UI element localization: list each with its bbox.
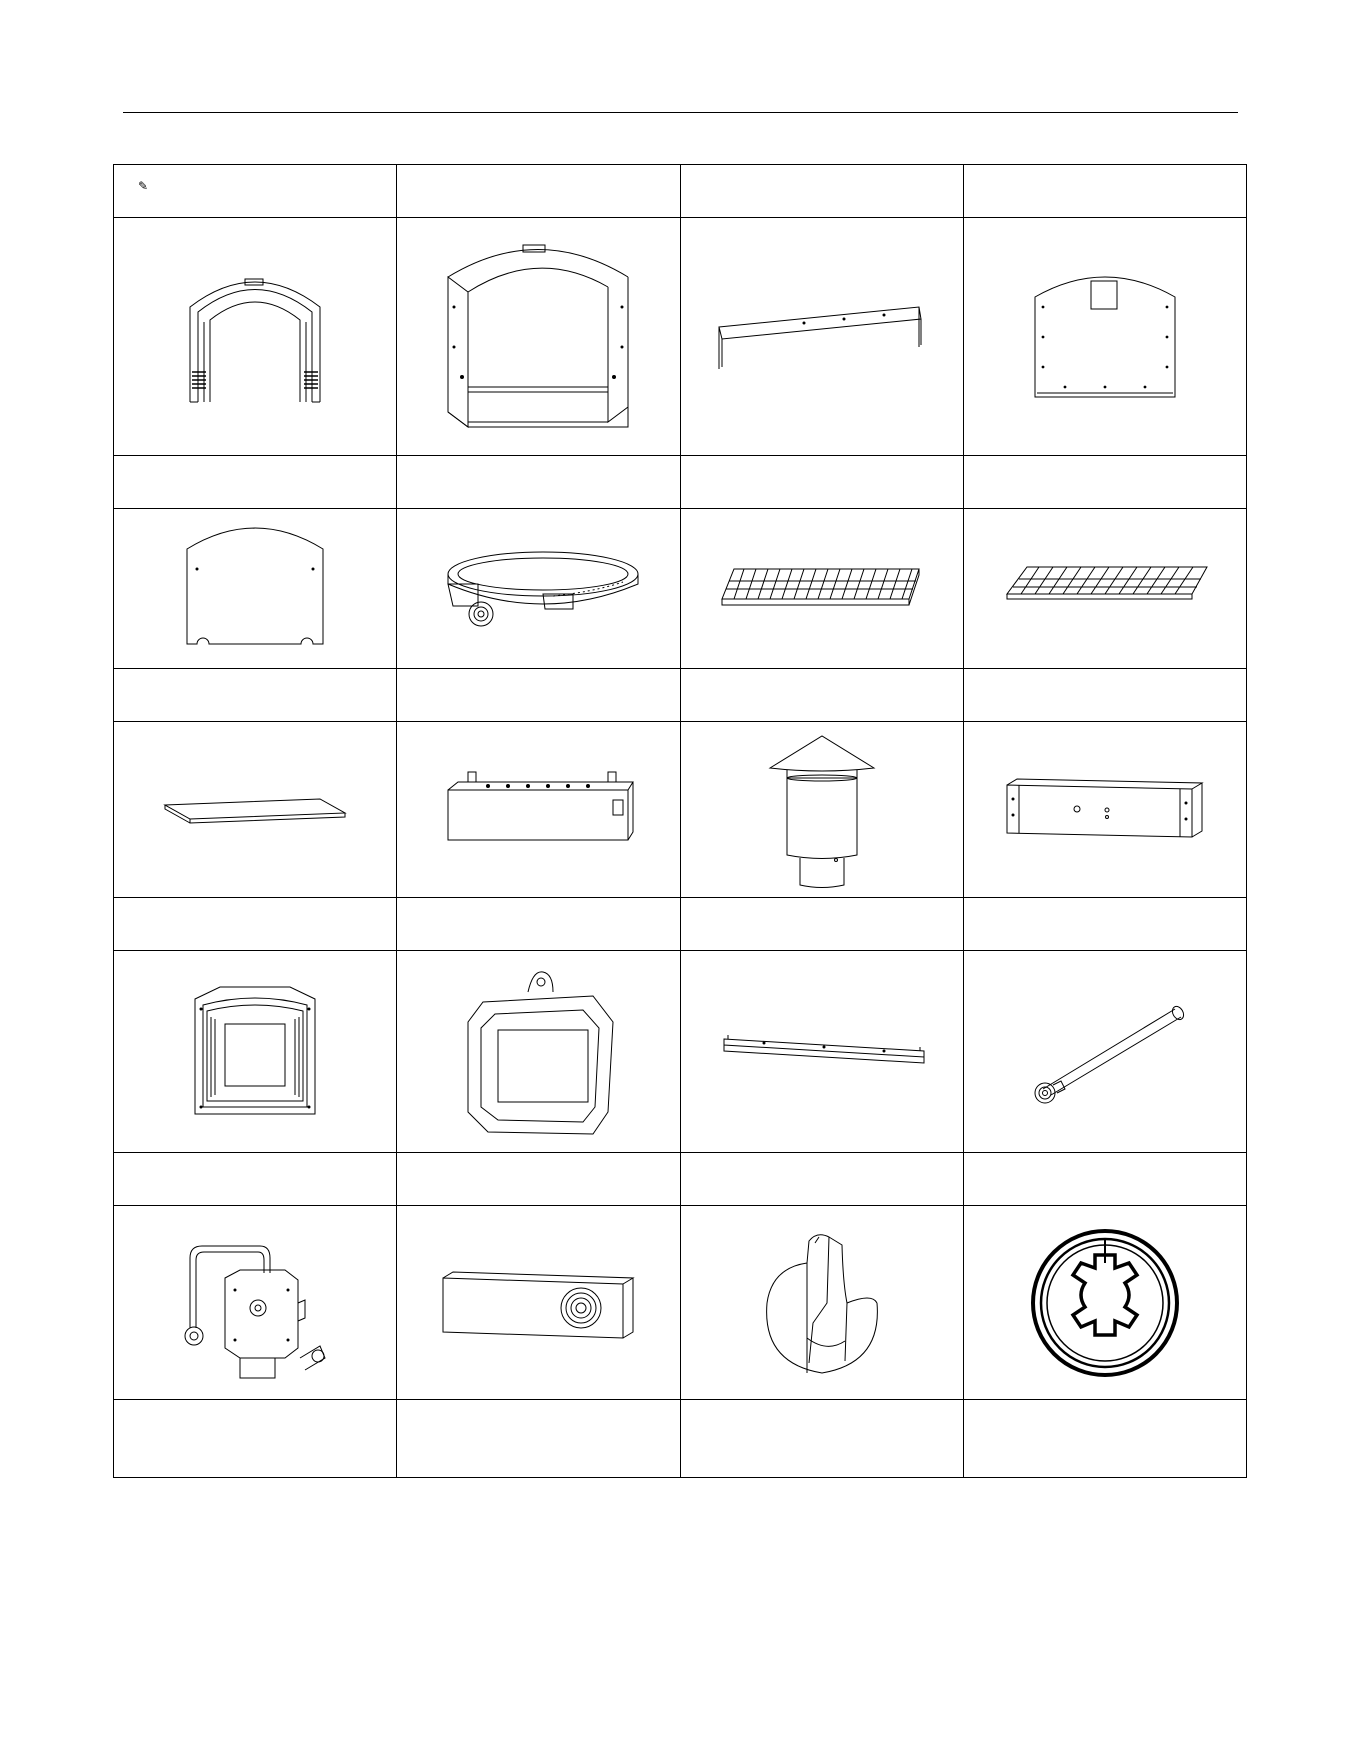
- part-image-cell: [680, 722, 963, 898]
- part-label-cell: [397, 1400, 680, 1478]
- knob-bezel-icon: [1025, 1223, 1185, 1383]
- part-label-cell: [963, 1400, 1246, 1478]
- rail-bracket-icon: [714, 1027, 929, 1077]
- part-label-cell: [114, 1153, 397, 1206]
- part-label-cell: [397, 456, 680, 509]
- part-label-cell: [114, 165, 397, 218]
- label-row: [114, 165, 1247, 218]
- rear-panel-icon: [1025, 267, 1185, 407]
- part-image-cell: [397, 951, 680, 1153]
- control-knob-icon: [747, 1223, 897, 1383]
- heat-shield-icon: [185, 979, 325, 1124]
- part-image-cell: [397, 722, 680, 898]
- part-label-cell: [397, 165, 680, 218]
- part-image-cell: [680, 951, 963, 1153]
- part-image-cell: [397, 218, 680, 456]
- part-label-cell: [114, 669, 397, 722]
- gas-valve-icon: [170, 1218, 340, 1388]
- part-label-cell: [963, 898, 1246, 951]
- part-label-cell: [114, 1400, 397, 1478]
- firebox-frame-icon: [438, 237, 638, 437]
- image-row: [114, 218, 1247, 456]
- part-image-cell: [114, 951, 397, 1153]
- control-panel-icon: [997, 775, 1212, 845]
- part-image-cell: [963, 722, 1246, 898]
- part-image-cell: [963, 951, 1246, 1153]
- part-image-cell: [114, 509, 397, 669]
- part-label-cell: [114, 898, 397, 951]
- ring-burner-icon: [433, 534, 643, 644]
- label-row: [114, 1400, 1247, 1478]
- pencil-icon: ✎: [138, 179, 149, 193]
- part-image-cell: [963, 509, 1246, 669]
- part-label-cell: [680, 165, 963, 218]
- part-label-cell: [680, 456, 963, 509]
- part-label-cell: [963, 165, 1246, 218]
- part-image-cell: [963, 1206, 1246, 1400]
- igniter-module-icon: [433, 1258, 643, 1348]
- label-row: [114, 898, 1247, 951]
- part-label-cell: [397, 1153, 680, 1206]
- part-label-cell: [397, 669, 680, 722]
- part-image-cell: [680, 218, 963, 456]
- part-label-cell: [963, 669, 1246, 722]
- warming-rack-icon: [997, 559, 1212, 619]
- chimney-cap-icon: [762, 730, 882, 890]
- parts-table: [113, 164, 1247, 1478]
- image-row: [114, 1206, 1247, 1400]
- part-label-cell: [397, 898, 680, 951]
- part-image-cell: [114, 722, 397, 898]
- back-panel-icon: [175, 519, 335, 659]
- part-label-cell: [963, 456, 1246, 509]
- part-image-cell: [680, 1206, 963, 1400]
- part-label-cell: [680, 1153, 963, 1206]
- part-image-cell: [963, 218, 1246, 456]
- part-label-cell: [680, 898, 963, 951]
- part-image-cell: [114, 218, 397, 456]
- front-rail-icon: [714, 297, 929, 377]
- label-row: [114, 456, 1247, 509]
- part-image-cell: [114, 1206, 397, 1400]
- gas-tube-icon: [1015, 997, 1195, 1107]
- label-row: [114, 669, 1247, 722]
- drip-tray-icon: [160, 785, 350, 835]
- image-row: [114, 722, 1247, 898]
- part-label-cell: [963, 1153, 1246, 1206]
- image-row: [114, 951, 1247, 1153]
- part-image-cell: [680, 509, 963, 669]
- part-label-cell: [680, 1400, 963, 1478]
- manifold-bracket-icon: [438, 770, 638, 850]
- label-row: [114, 1153, 1247, 1206]
- hood-arch-icon: [170, 262, 340, 412]
- part-image-cell: [397, 1206, 680, 1400]
- infrared-burner-icon: [453, 962, 623, 1142]
- image-row: [114, 509, 1247, 669]
- part-label-cell: [114, 456, 397, 509]
- part-label-cell: [680, 669, 963, 722]
- cooking-grate-icon: [714, 559, 929, 619]
- part-image-cell: [397, 509, 680, 669]
- header-rule: [123, 112, 1238, 113]
